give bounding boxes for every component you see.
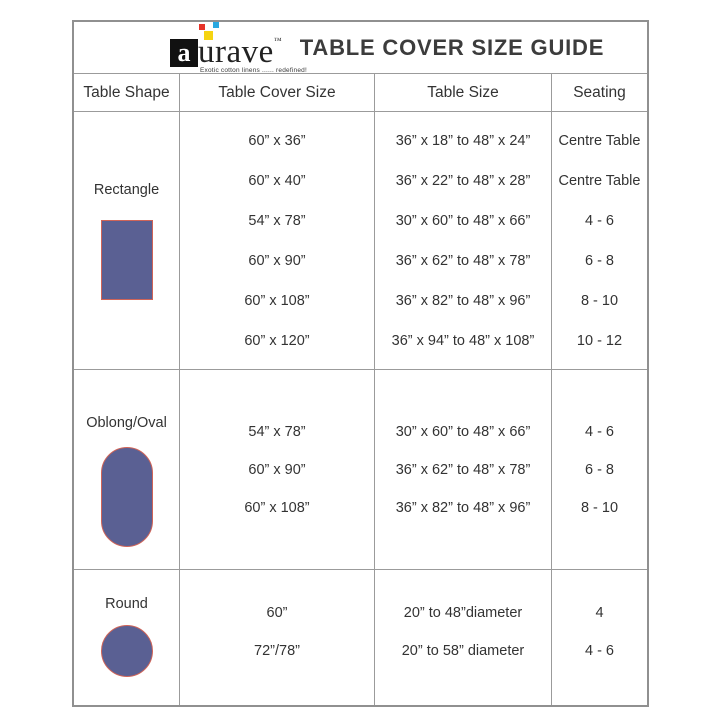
column-header-table-size: Table Size (375, 74, 552, 111)
logo-accent-square-red-icon (199, 24, 205, 30)
seating-value: 4 (595, 604, 604, 621)
page-title: TABLE COVER SIZE GUIDE (299, 35, 605, 60)
section-oblong-oval (74, 370, 647, 570)
cover-size-value: 60” x 108” (244, 499, 310, 516)
column-header-table-shape: Table Shape (74, 74, 180, 111)
rectangle-shape (101, 220, 153, 300)
table-size-column (375, 570, 552, 705)
seating-value: 6 - 8 (584, 461, 614, 478)
seating-value: Centre Table (558, 132, 641, 149)
seating-value: 8 - 10 (580, 499, 619, 516)
section-round (74, 570, 647, 705)
logo-letter: a (177, 38, 191, 67)
section-rectangle (74, 112, 647, 370)
cover-size-value: 72”/78” (254, 642, 300, 659)
seating-value: 4 - 6 (584, 642, 614, 659)
table-size-value: 20” to 48”diameter (403, 604, 523, 621)
cover-size-value: 54” x 78” (248, 212, 306, 229)
seating-column (552, 570, 647, 705)
seating-value: 8 - 10 (580, 292, 619, 309)
logo-letter-box (170, 39, 198, 67)
table-size-value: 36” x 82” to 48” x 96” (395, 499, 531, 516)
shape-label: Rectangle (93, 182, 160, 198)
cover-size-value: 60” x 36” (248, 132, 306, 149)
seating-value: 10 - 12 (576, 332, 623, 349)
logo-tagline: Exotic cotton linens ...... redefined! (200, 67, 307, 74)
column-header-table-cover-size: Table Cover Size (180, 74, 375, 111)
logo-accent-square-blue-icon (213, 22, 219, 28)
table-size-value: 20” to 58” diameter (401, 642, 525, 659)
seating-value: Centre Table (558, 172, 641, 189)
table-size-value: 36” x 18” to 48” x 24” (395, 132, 531, 149)
logo-wordmark: urave™ (198, 34, 283, 70)
seating-value: 6 - 8 (584, 252, 614, 269)
seating-column (552, 112, 647, 369)
cover-size-value: 60” x 120” (244, 332, 310, 349)
cover-size-column (180, 370, 375, 569)
table-size-column (375, 112, 552, 369)
cover-size-column (180, 570, 375, 705)
seating-value: 4 - 6 (584, 423, 614, 440)
cover-size-value: 60” x 108” (244, 292, 310, 309)
oval-shape (101, 447, 153, 547)
column-header-seating: Seating (573, 83, 626, 101)
column-header-row (74, 74, 647, 112)
table-size-value: 30” x 60” to 48” x 66” (395, 423, 531, 440)
table-size-value: 36” x 62” to 48” x 78” (395, 461, 531, 478)
shape-label: Round (105, 596, 148, 612)
table-size-value: 36” x 22” to 48” x 28” (395, 172, 531, 189)
seating-column (552, 370, 647, 569)
shape-cell-oblong (74, 370, 180, 569)
table-size-value: 36” x 94” to 48” x 108” (391, 332, 535, 349)
seating-value: 4 - 6 (584, 212, 614, 229)
cover-size-value: 60” x 90” (248, 252, 306, 269)
shape-cell-round (74, 570, 180, 705)
cover-size-value: 60” x 90” (248, 461, 306, 478)
table-size-value: 36” x 62” to 48” x 78” (395, 252, 531, 269)
cover-size-value: 60” (266, 604, 288, 621)
cover-size-value: 60” x 40” (248, 172, 306, 189)
title-row (74, 22, 647, 74)
table-size-column (375, 370, 552, 569)
circle-shape (101, 625, 153, 677)
table-size-value: 36” x 82” to 48” x 96” (395, 292, 531, 309)
size-guide-table (72, 20, 649, 707)
shape-cell-rectangle (74, 112, 180, 369)
cover-size-value: 54” x 78” (248, 423, 306, 440)
table-size-value: 30” x 60” to 48” x 66” (395, 212, 531, 229)
trademark-symbol: ™ (273, 36, 283, 45)
cover-size-column (180, 112, 375, 369)
shape-label: Oblong/Oval (86, 415, 167, 431)
